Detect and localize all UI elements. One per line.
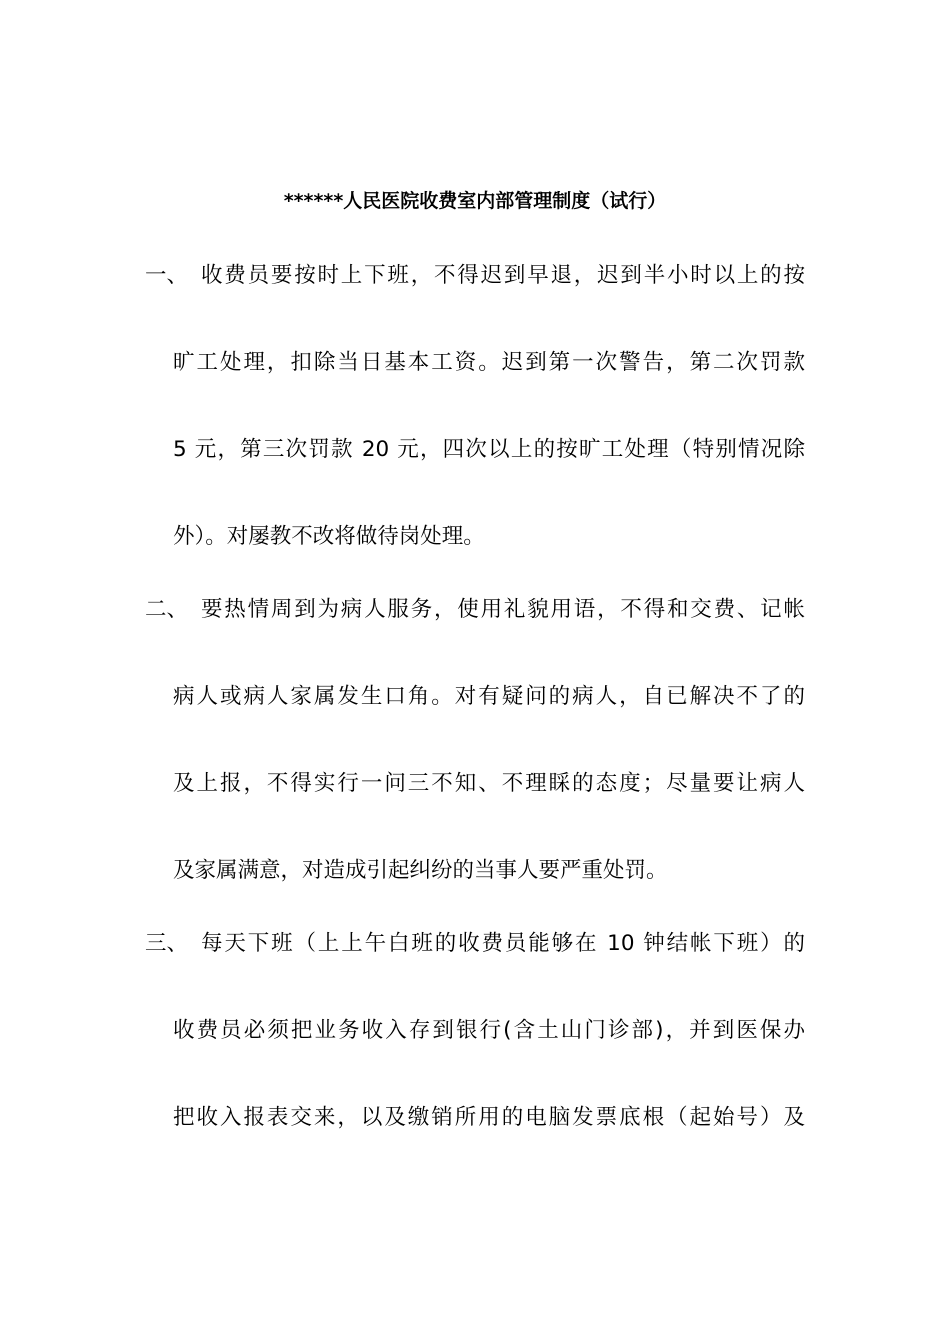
section-2-line-4: 及家属满意，对造成引起纠纷的当事人要严重处罚。 — [173, 858, 668, 883]
section-marker-1: 一、 — [145, 263, 189, 288]
section-marker-2: 二、 — [145, 597, 189, 622]
section-3-line-3: 把收入报表交来，以及缴销所用的电脑发票底根（起始号）及 — [173, 1105, 805, 1130]
section-1-line-1: 收费员要按时上下班，不得迟到早退，迟到半小时以上的按 — [201, 263, 805, 288]
section-2-line-3: 及上报，不得实行一问三不知、不理睬的态度；尽量要让病人 — [173, 771, 805, 796]
section-marker-3: 三、 — [145, 931, 189, 956]
section-2-line-2: 病人或病人家属发生口角。对有疑问的病人，自已解决不了的 — [173, 684, 805, 709]
document-title: ******人民医院收费室内部管理制度（试行） — [283, 190, 667, 212]
section-1-line-4: 外）。对屡教不改将做待岗处理。 — [173, 524, 485, 549]
section-3-line-1: 每天下班（上上午白班的收费员能够在 10 钟结帐下班）的 — [201, 931, 805, 956]
section-2-line-1: 要热情周到为病人服务，使用礼貌用语，不得和交费、记帐 — [201, 597, 805, 622]
section-1-line-2: 旷工处理，扣除当日基本工资。迟到第一次警告，第二次罚款 — [173, 350, 805, 375]
section-3-line-2: 收费员必须把业务收入存到银行(含土山门诊部)，并到医保办 — [173, 1018, 805, 1043]
section-1-line-3: 5 元，第三次罚款 20 元，四次以上的按旷工处理（特别情况除 — [173, 437, 805, 462]
